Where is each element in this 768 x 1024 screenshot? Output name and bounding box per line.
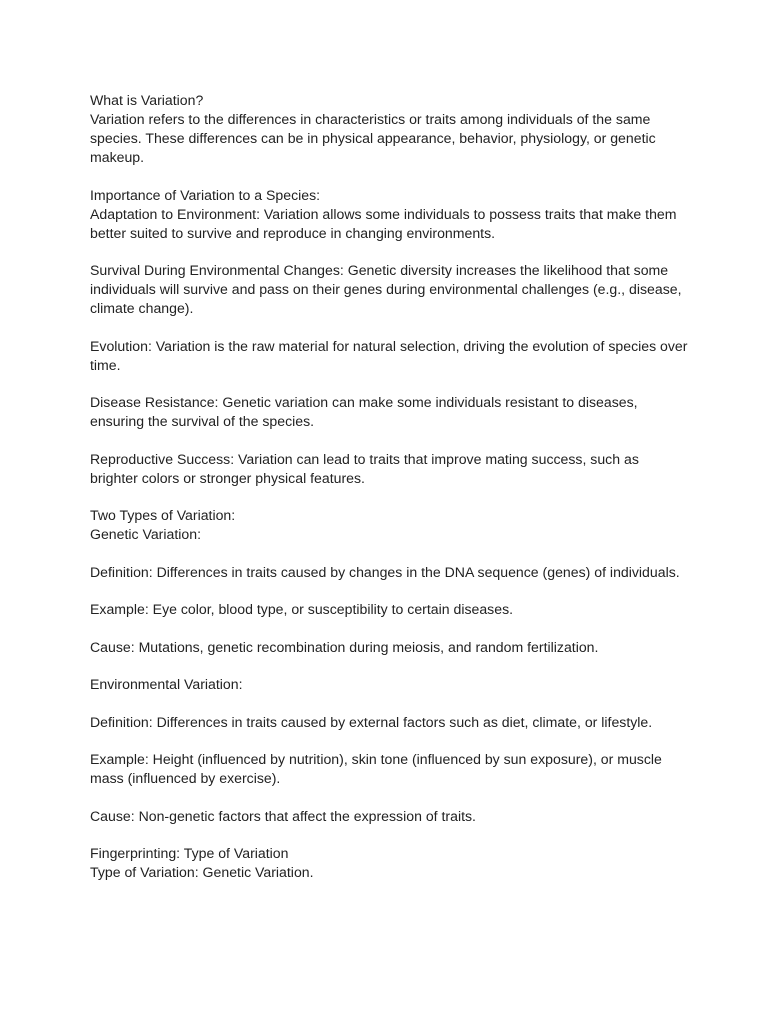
document-body (90, 91, 690, 901)
paragraph-evolution (90, 337, 690, 375)
paragraph-environmental-cause (90, 807, 690, 826)
paragraph-reproductive-success (90, 450, 690, 488)
section-what-is-variation (90, 91, 690, 167)
paragraph-genetic-cause (90, 638, 690, 657)
paragraph-environmental-definition (90, 713, 690, 732)
text-genetic-cause: Cause: Mutations, genetic recombination during meiosis, and random fertilization. (90, 638, 599, 655)
text-reproductive-success: Reproductive Success: Variation can lead to traits that improve mating success, such as brighter colors or stronger physical features. (90, 450, 639, 486)
section-importance (90, 186, 690, 243)
heading-importance: Importance of Variation to a Species: (90, 186, 321, 203)
text-environmental-example: Example: Height (influenced by nutrition), skin tone (influenced by sun exposure), or muscle mass (influenced by exercise). (90, 751, 662, 786)
heading-environmental-variation: Environmental Variation: (90, 676, 243, 692)
paragraph-environmental-example (90, 750, 690, 788)
heading-fingerprinting: Fingerprinting: Type of Variation (90, 845, 289, 861)
paragraph-adaptation: Adaptation to Environment: Variation allows some individuals to possess traits that make them better suited to survive and reproduce in changing environments. (90, 205, 677, 241)
heading-environmental-variation-block (90, 675, 690, 694)
paragraph-genetic-definition (90, 563, 690, 582)
text-environmental-cause: Cause: Non-genetic factors that affect the expression of traits. (90, 807, 476, 824)
paragraph-genetic-example (90, 600, 690, 619)
text-fingerprinting-type: Type of Variation: Genetic Variation. (90, 864, 314, 880)
section-fingerprinting (90, 844, 690, 882)
text-environmental-definition: Definition: Differences in traits caused by external factors such as diet, climate, or lifestyle. (90, 713, 653, 730)
text-genetic-example: Example: Eye color, blood type, or susceptibility to certain diseases. (90, 601, 514, 617)
section-two-types (90, 506, 690, 544)
paragraph-survival (90, 261, 690, 318)
text-survival: Survival During Environmental Changes: Genetic diversity increases the likelihood that some individuals will survive and pass on their genes during environmental challenges (e.g., disease, climate change). (90, 262, 682, 316)
heading-what-is-variation: What is Variation? (90, 92, 204, 108)
heading-genetic-variation: Genetic Variation: (90, 526, 201, 542)
heading-two-types: Two Types of Variation: (90, 507, 236, 523)
text-genetic-definition: Definition: Differences in traits caused by changes in the DNA sequence (genes) of individuals. (90, 563, 680, 580)
paragraph-disease-resistance (90, 393, 690, 431)
text-evolution: Evolution: Variation is the raw material for natural selection, driving the evolution of species over time. (90, 337, 688, 373)
paragraph-variation-definition: Variation refers to the differences in characteristics or traits among individuals of the same species. These differences can be in physical appearance, behavior, physiology, or genetic makeup. (90, 111, 656, 165)
text-disease-resistance: Disease Resistance: Genetic variation can make some individuals resistant to diseases, ensuring the survival of the species. (90, 394, 638, 429)
